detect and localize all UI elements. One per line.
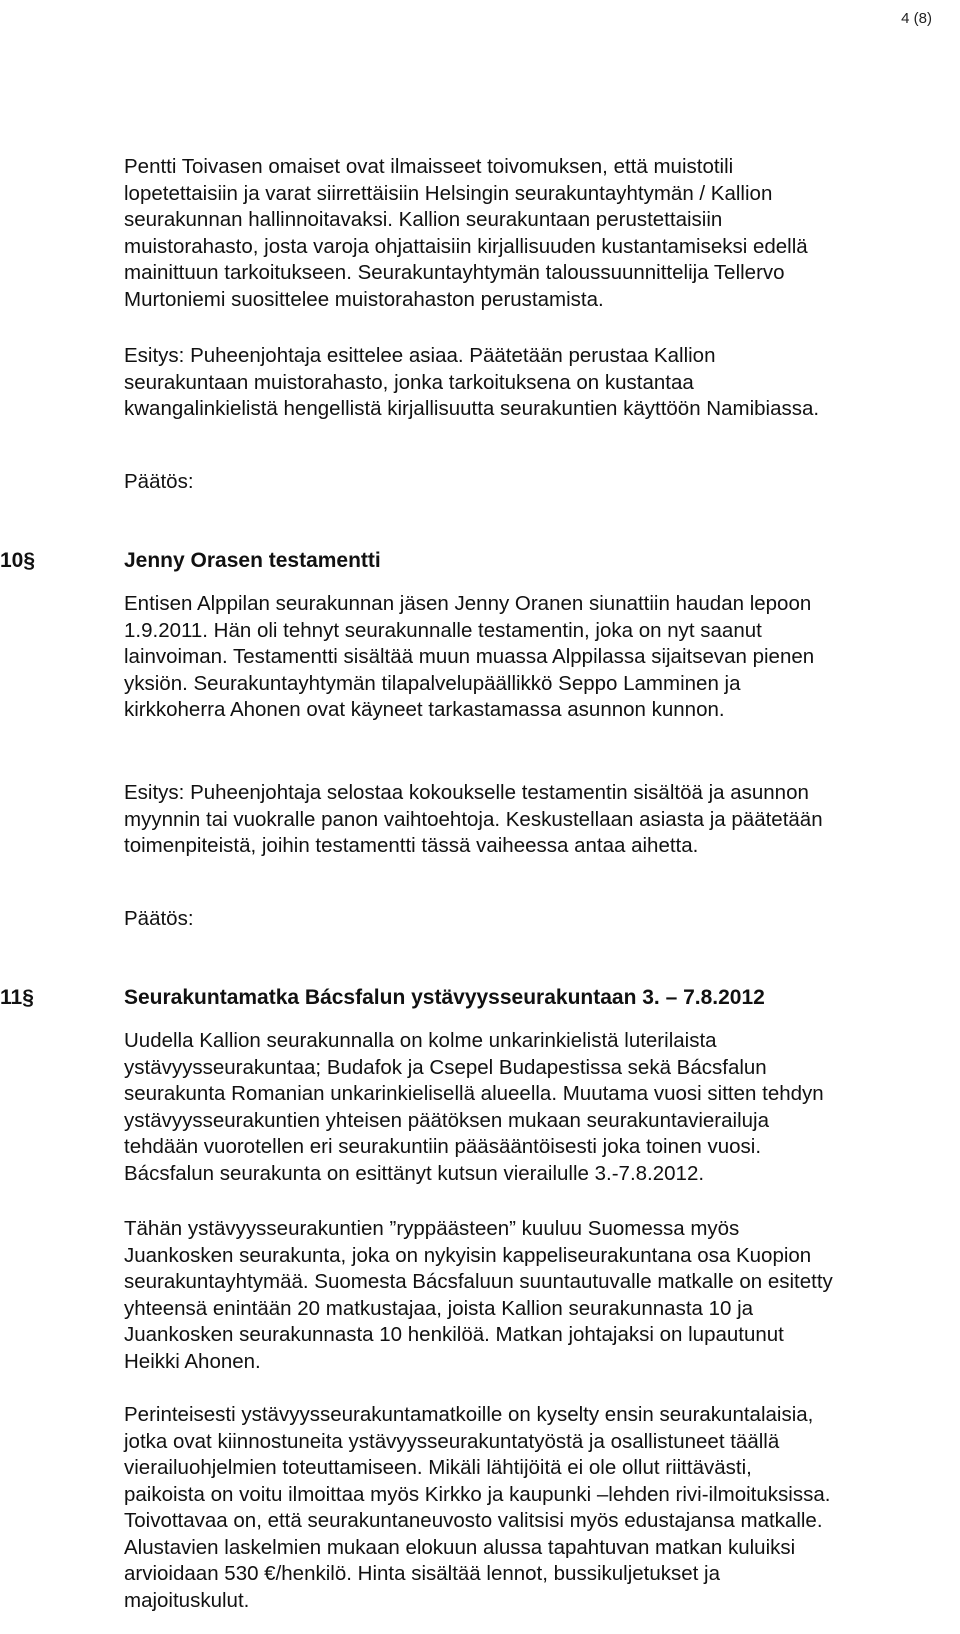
- page-number: 4 (8): [901, 10, 932, 27]
- section11-paragraph-2: [124, 1216, 959, 1375]
- text-line: lainvoiman. Testamentti sisältää muun muassa Alppilassa sijaitsevan pienen: [124, 645, 815, 668]
- text-line: paikoista on voitu ilmoittaa myös Kirkko ja kaupunki –lehden rivi-ilmoituksissa.: [124, 1482, 831, 1506]
- decision-label: Päätös:: [124, 470, 194, 493]
- text-line: seurakuntaan muistorahasto, jonka tarkoituksena on kustantaa: [124, 370, 694, 394]
- section-heading: [0, 549, 960, 579]
- text-line: ystävyysseurakuntaa; Budafok ja Csepel Budapestissa sekä Bácsfalun: [124, 1055, 767, 1079]
- text-line: kirkkoherra Ahonen ovat käyneet tarkastamassa asunnon kunnon.: [124, 698, 725, 721]
- text-line: kwangalinkielistä hengellistä kirjallisuutta seurakuntien käyttöön Namibiassa.: [124, 397, 820, 420]
- section-number: 11§: [0, 986, 34, 1009]
- text-line: arvioidaan 530 €/henkilö. Hinta sisältää lennot, bussikuljetukset ja: [124, 1562, 721, 1585]
- text-line: ystävyysseurakuntien yhteisen päätöksen mukaan seurakuntavierailuja: [124, 1108, 769, 1132]
- text-line: muistorahasto, josta varoja ohjattaisiin kirjallisuuden kustantamiseksi edellä: [124, 234, 808, 258]
- text-line: Uudella Kallion seurakunnalla on kolme unkarinkielistä luterilaista: [124, 1029, 717, 1052]
- text-line: seurakuntayhtymää. Suomesta Bácsfaluun suuntautuvalle matkalle on esitetty: [124, 1270, 833, 1293]
- intro-paragraph-1: [124, 154, 959, 313]
- text-line: jotka ovat kiinnostuneita ystävyysseurakuntatyöstä ja osallistuneet täällä: [124, 1429, 780, 1453]
- text-line: myynnin tai vuokralle panon vaihtoehtoja. Keskustellaan asiasta ja päätetään: [124, 807, 823, 831]
- section10-paragraph-2: [124, 780, 959, 860]
- text-line: tehdään vuorotellen eri seurakuntiin pääsääntöisesti joka toinen vuosi.: [124, 1135, 762, 1158]
- text-line: Pentti Toivasen omaiset ovat ilmaisseet toivomuksen, että muistotili: [124, 155, 734, 178]
- section-number: 10§: [0, 549, 36, 572]
- text-line: Heikki Ahonen.: [124, 1349, 261, 1373]
- intro-paragraph-2: [124, 343, 959, 423]
- text-line: 1.9.2011. Hän oli tehnyt seurakunnalle testamentin, joka on nyt saanut: [124, 618, 762, 642]
- text-line: yhteensä enintään 20 matkustajaa, joista Kallion seurakunnasta 10 ja: [124, 1296, 754, 1320]
- text-line: Entisen Alppilan seurakunnan jäsen Jenny Oranen siunattiin haudan lepoon: [124, 592, 812, 615]
- section11-paragraph-1: [124, 1028, 959, 1187]
- text-line: Juankosken seurakunnasta 10 henkilöä. Matkan johtajaksi on lupautunut: [124, 1323, 784, 1346]
- section-title: Jenny Orasen testamentti: [124, 549, 381, 572]
- text-line: seurakunnan hallinnoitavaksi. Kallion seurakuntaan perustettaisiin: [124, 208, 723, 231]
- text-line: Murtoniemi suosittelee muistorahaston perustamista.: [124, 287, 604, 311]
- text-line: vierailuohjelmien toteuttamiseen. Mikäli lähtijöitä ei ole ollut riittävästi,: [124, 1456, 752, 1479]
- text-line: Juankosken seurakunta, joka on nykyisin kappeliseurakuntana osa Kuopion: [124, 1243, 812, 1267]
- text-line: Esitys: Puheenjohtaja esittelee asiaa. Päätetään perustaa Kallion: [124, 344, 716, 367]
- section11-paragraph-3: [124, 1402, 959, 1614]
- text-line: yksiön. Seurakuntayhtymän tilapalvelupäällikkö Seppo Lamminen ja: [124, 671, 741, 695]
- decision-label: Päätös:: [124, 907, 194, 930]
- text-line: majoituskulut.: [124, 1588, 250, 1612]
- text-line: seurakunta Romanian unkarinkielisellä alueella. Muutama vuosi sitten tehdyn: [124, 1082, 824, 1105]
- section-heading: [0, 986, 960, 1016]
- text-line: Bácsfalun seurakunta on esittänyt kutsun vierailulle 3.-7.8.2012.: [124, 1161, 705, 1185]
- section10-paragraph-1: [124, 591, 959, 724]
- text-line: Toivottavaa on, että seurakuntaneuvosto valitsisi myös edustajansa matkalle.: [124, 1509, 823, 1532]
- text-line: Esitys: Puheenjohtaja selostaa kokoukselle testamentin sisältöä ja asunnon: [124, 781, 809, 804]
- text-line: Tähän ystävyysseurakuntien ”ryppäästeen” kuuluu Suomessa myös: [124, 1217, 740, 1240]
- section-title: Seurakuntamatka Bácsfalun ystävyysseurakuntaan 3. – 7.8.2012: [124, 986, 765, 1009]
- text-line: mainittuun tarkoitukseen. Seurakuntayhtymän taloussuunnittelija Tellervo: [124, 261, 785, 284]
- text-line: lopetettaisiin ja varat siirrettäisiin Helsingin seurakuntayhtymän / Kallion: [124, 181, 773, 205]
- text-line: Perinteisesti ystävyysseurakuntamatkoille on kyselty ensin seurakuntalaisia,: [124, 1403, 814, 1426]
- text-line: toimenpiteistä, joihin testamentti tässä vaiheessa antaa aihetta.: [124, 834, 699, 857]
- text-line: Alustavien laskelmien mukaan elokuun alussa tapahtuvan matkan kuluiksi: [124, 1535, 796, 1559]
